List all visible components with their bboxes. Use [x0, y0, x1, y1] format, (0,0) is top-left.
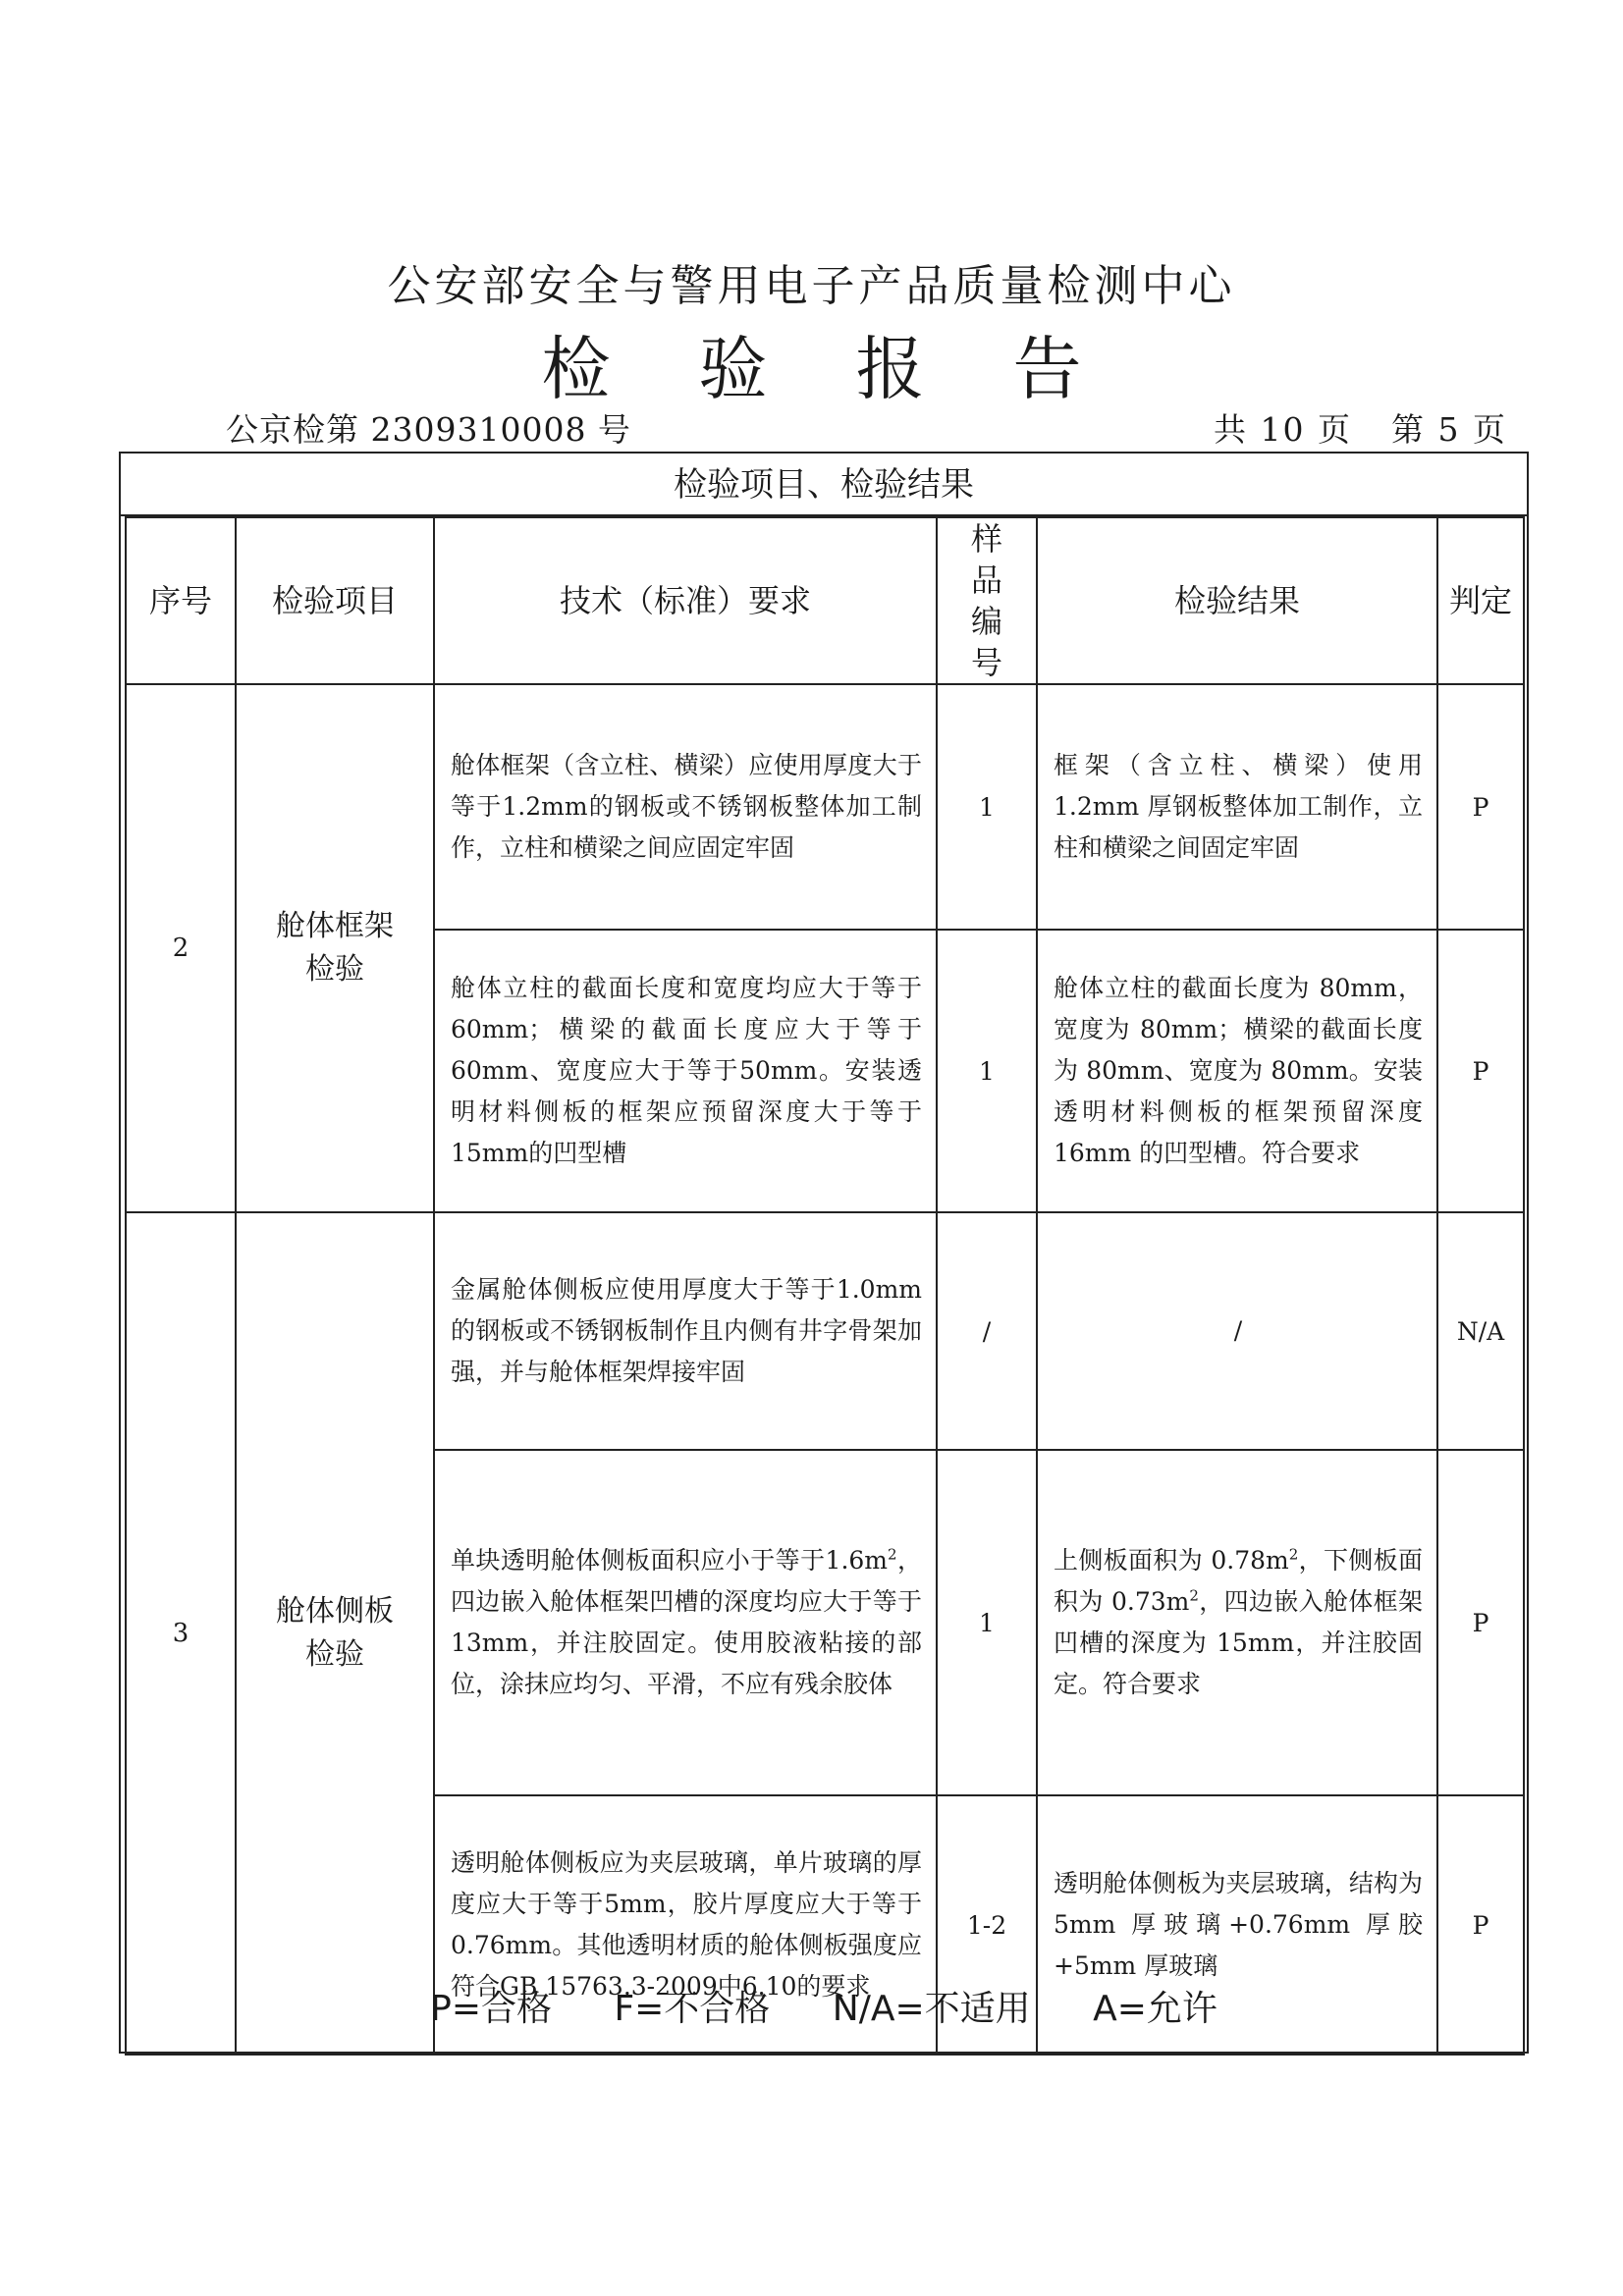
sample-cell: 1 — [937, 930, 1037, 1212]
requirement-cell: 金属舱体侧板应使用厚度大于等于1.0mm的钢板或不锈钢板制作且内侧有井字骨架加强，并与舱体框架焊接牢固 — [434, 1212, 937, 1450]
verdict-cell: P — [1437, 1450, 1524, 1795]
col-header-requirement: 技术（标准）要求 — [434, 517, 937, 684]
col-header-verdict: 判定 — [1437, 517, 1524, 684]
org-name: 公安部安全与警用电子产品质量检测中心 — [387, 261, 1236, 311]
verdict-cell: P — [1437, 684, 1524, 930]
requirement-text: 单块透明舱体侧板面积应小于等于1.6m — [451, 1546, 888, 1575]
superscript-2: 2 — [1189, 1586, 1199, 1605]
sample-cell: 1-2 — [937, 1795, 1037, 2055]
report-number: 公京检第 2309310008 号 — [226, 410, 631, 449]
result-text: 上侧板面积为 0.78m — [1054, 1546, 1289, 1575]
total-pages: 共 10 页 — [1214, 410, 1353, 449]
table-row — [126, 684, 1524, 930]
seq-cell: 2 — [126, 684, 236, 1212]
results-table — [125, 516, 1525, 2056]
requirement-cell: 舱体立柱的截面长度和宽度均应大于等于60mm；横梁的截面长度应大于等于60mm、宽度应大于等于50mm。安装透明材料侧板的框架应预留深度大于等于15mm的凹型槽 — [434, 930, 937, 1212]
requirement-cell: 透明舱体侧板应为夹层玻璃，单片玻璃的厚度应大于等于5mm，胶片厚度应大于等于0.76mm。其他透明材质的舱体侧板强度应符合GB 15763.3-2009中6.10的要求 — [434, 1795, 937, 2055]
legend-item: F=不合格 — [614, 1989, 771, 2029]
result-cell: 框架（含立柱、横梁）使用1.2mm 厚钢板整体加工制作，立柱和横梁之间固定牢固 — [1037, 684, 1437, 930]
sample-cell: / — [937, 1212, 1037, 1450]
page-info — [1214, 404, 1507, 451]
legend-item: A=允许 — [1093, 1989, 1217, 2029]
result-text: ，四边嵌入舱体框架凹槽的深度为 15mm，并注胶固定。符合要求 — [1054, 1587, 1423, 1698]
superscript-2: 2 — [1288, 1545, 1299, 1564]
legend-item: N/A=不适用 — [832, 1989, 1031, 2029]
result-cell: / — [1037, 1212, 1437, 1450]
col-header-item: 检验项目 — [236, 517, 434, 684]
requirement-cell — [434, 1450, 937, 1795]
report-title: 检验报告 — [541, 329, 1170, 409]
current-page: 第 5 页 — [1391, 410, 1507, 449]
requirement-cell: 舱体框架（含立柱、横梁）应使用厚度大于等于1.2mm的钢板或不锈钢板整体加工制作，立柱和横梁之间应固定牢固 — [434, 684, 937, 930]
section-title: 检验项目、检验结果 — [121, 454, 1527, 516]
sample-cell: 1 — [937, 1450, 1037, 1795]
verdict-cell: P — [1437, 930, 1524, 1212]
result-text: ，下侧板面积为 0.73m — [1054, 1546, 1423, 1616]
verdict-cell: N/A — [1437, 1212, 1524, 1450]
verdict-legend — [121, 1967, 1527, 2052]
result-cell: 透明舱体侧板为夹层玻璃，结构为 5mm 厚玻璃+0.76mm 厚胶+5mm 厚玻璃 — [1037, 1795, 1437, 2055]
table-row — [126, 1212, 1524, 1450]
sample-cell: 1 — [937, 684, 1037, 930]
col-header-sample: 样品编号 — [937, 517, 1037, 684]
item-cell: 舱体框架检验 — [236, 684, 434, 1212]
table-header-row — [126, 517, 1524, 684]
col-header-seq: 序号 — [126, 517, 236, 684]
seq-cell: 3 — [126, 1212, 236, 2055]
col-header-result: 检验结果 — [1037, 517, 1437, 684]
legend-item: P=合格 — [430, 1989, 552, 2029]
superscript-2: 2 — [888, 1545, 897, 1564]
results-frame — [119, 452, 1529, 2054]
requirement-text: ，四边嵌入舱体框架凹槽的深度均应大于等于13mm，并注胶固定。使用胶液粘接的部位，涂抹应均匀、平滑，不应有残余胶体 — [451, 1546, 922, 1698]
result-cell: 舱体立柱的截面长度为 80mm，宽度为 80mm；横梁的截面长度为 80mm、宽度为 80mm。安装透明材料侧板的框架预留深度 16mm 的凹型槽。符合要求 — [1037, 930, 1437, 1212]
item-cell: 舱体侧板检验 — [236, 1212, 434, 2055]
result-cell — [1037, 1450, 1437, 1795]
verdict-cell: P — [1437, 1795, 1524, 2055]
